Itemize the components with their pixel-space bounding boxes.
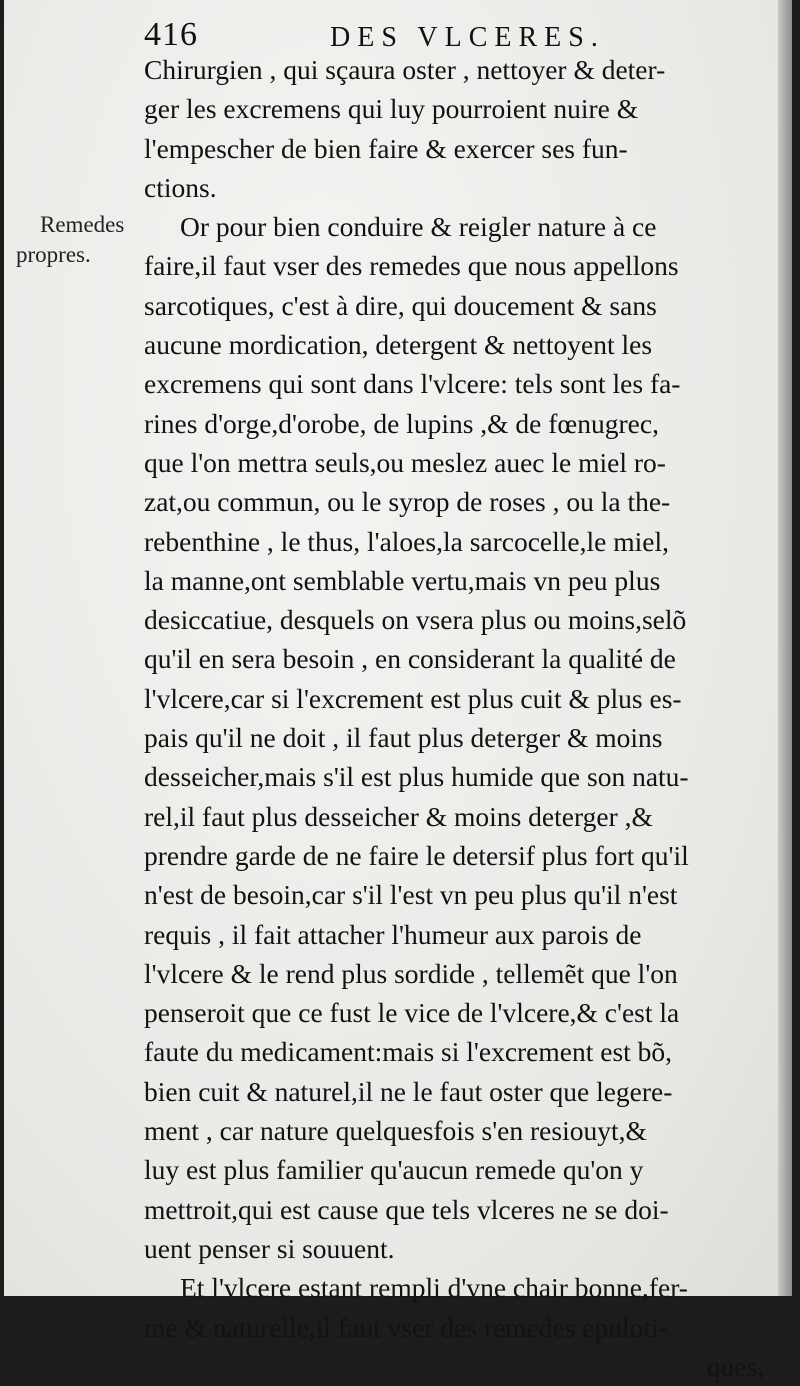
- text-line: ctions.: [144, 171, 217, 203]
- text-line: faute du medicament:mais si l'excrement est bõ,: [144, 1036, 673, 1068]
- text-line: l'vlcere & le rend plus sordide , tellemẽt que l'on: [144, 957, 678, 989]
- page-number: 416: [144, 16, 198, 53]
- text-line: me & naturelle,il faut vser des remedes epuloti-: [144, 1311, 668, 1343]
- text-line: Chirurgien , qui sçaura oster , nettoyer & deter-: [144, 54, 666, 85]
- text-line: rel,il faut plus desseicher & moins deterger ,&: [144, 800, 653, 832]
- text-line: excremens qui sont dans l'vlcere: tels sont les fa-: [144, 368, 681, 400]
- text-line: Or pour bien conduire & reigler nature à ce: [180, 211, 657, 243]
- page-header: [144, 14, 764, 54]
- text-line: sarcotiques, c'est à dire, qui doucement & sans: [144, 289, 657, 321]
- text-line: aucune mordication, detergent & nettoyent les: [144, 329, 653, 361]
- text-line: desseicher,mais s'il est plus humide que son natu-: [144, 761, 689, 793]
- text-line: Et l'vlcere estant rempli d'vne chair bonne,fer-: [180, 1272, 688, 1304]
- text-line: pais qu'il ne doit , il faut plus deterger & moins: [144, 722, 663, 754]
- text-line: desiccatiue, desquels on vsera plus ou moins,selõ: [144, 604, 687, 636]
- text-line: luy est plus familier qu'aucun remede qu'on y: [144, 1154, 644, 1186]
- book-page: [4, 0, 792, 1382]
- running-title: DES VLCERES.: [330, 22, 605, 53]
- text-line: ment , car nature quelquesfois s'en resiouyt,&: [144, 1115, 647, 1147]
- text-line: ger les excremens qui luy pourroient nuire &: [144, 93, 639, 125]
- text-line: qu'il en sera besoin , en considerant la qualité de: [144, 643, 676, 675]
- text-line: l'empescher de bien faire & exercer ses fun-: [144, 132, 628, 164]
- text-line: rebenthine , le thus, l'aloes,la sarcocelle,le miel,: [144, 525, 669, 557]
- margin-note-line: propres.: [16, 242, 91, 267]
- text-line: la manne,ont semblable vertu,mais vn peu plus: [144, 564, 661, 596]
- margin-note-line: Remedes: [40, 212, 125, 237]
- page-edge-shadow: [778, 0, 792, 1296]
- text-line: ques,: [706, 1350, 764, 1382]
- text-line: penseroit que ce fust le vice de l'vlcere,& c'est la: [144, 997, 680, 1029]
- text-line: prendre garde de ne faire le detersif plus fort qu'il: [144, 839, 689, 871]
- text-line: n'est de besoin,car s'il l'est vn peu plus qu'il n'est: [144, 879, 678, 911]
- margin-note: [16, 210, 146, 270]
- text-line: mettroit,qui est cause que tels vlceres ne se doi-: [144, 1193, 669, 1225]
- text-line: faire,il faut vser des remedes que nous appellons: [144, 250, 679, 282]
- text-line: zat,ou commun, ou le syrop de roses , ou la the-: [144, 486, 671, 518]
- text-line: l'vlcere,car si l'excrement est plus cuit & plus es-: [144, 682, 682, 714]
- text-line: bien cuit & naturel,il ne le faut oster que legere-: [144, 1075, 673, 1107]
- text-line: rines d'orge,d'orobe, de lupins ,& de fœnugrec,: [144, 407, 659, 439]
- text-line: requis , il fait attacher l'humeur aux parois de: [144, 918, 642, 950]
- text-line: uent penser si souuent.: [144, 1232, 395, 1264]
- body-text: [144, 50, 764, 1386]
- text-line: que l'on mettra seuls,ou meslez auec le miel ro-: [144, 446, 666, 478]
